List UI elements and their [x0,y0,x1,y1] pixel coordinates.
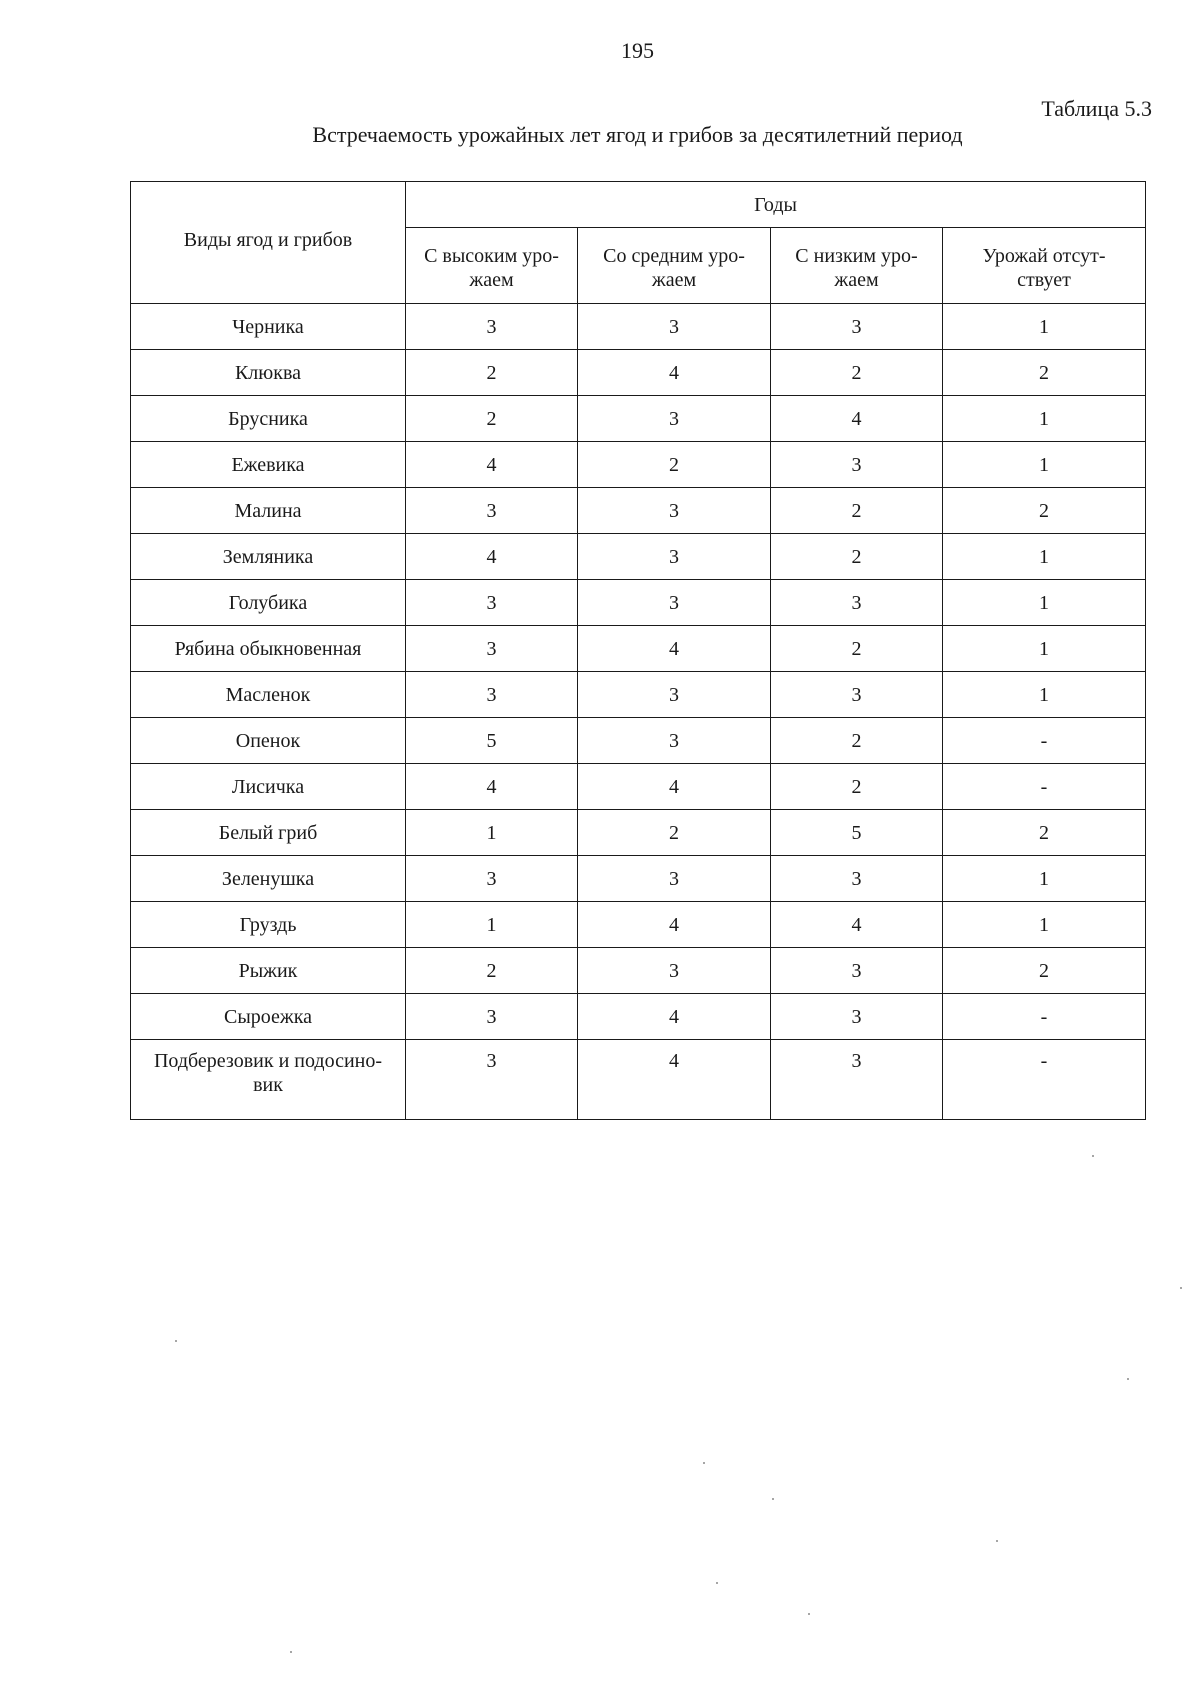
species-name-cell: Лисичка [131,764,406,810]
high-yield-column-header: С высоким уро- жаем [406,228,578,304]
scan-speck [1092,1155,1094,1157]
species-name-cell: Ежевика [131,442,406,488]
no-yield-cell: 1 [943,580,1146,626]
medium-yield-cell: 4 [578,764,771,810]
low-yield-cell: 4 [771,902,943,948]
no-yield-cell: 2 [943,810,1146,856]
scan-speck [175,1340,177,1342]
medium-yield-cell: 3 [578,948,771,994]
header-row-years [131,182,1146,228]
scan-speck [716,1582,718,1584]
low-yield-cell: 3 [771,304,943,350]
medium-yield-cell: 3 [578,304,771,350]
low-yield-cell: 3 [771,948,943,994]
species-name-cell: Опенок [131,718,406,764]
high-yield-cell: 2 [406,948,578,994]
medium-yield-cell: 4 [578,902,771,948]
table-row [131,626,1146,672]
high-yield-cell: 3 [406,580,578,626]
table-row [131,672,1146,718]
no-yield-cell: - [943,994,1146,1040]
medium-yield-cell: 3 [578,534,771,580]
table-row [131,718,1146,764]
scan-speck [1180,1287,1182,1289]
low-yield-cell: 2 [771,718,943,764]
medium-yield-cell: 4 [578,626,771,672]
table-body [131,304,1146,1120]
low-yield-cell: 3 [771,442,943,488]
high-yield-cell: 1 [406,902,578,948]
no-yield-cell: 1 [943,626,1146,672]
species-name-cell: Рябина обыкновенная [131,626,406,672]
years-column-header: Годы [406,182,1146,228]
species-name-cell: Белый гриб [131,810,406,856]
scan-speck [290,1651,292,1653]
scan-speck [772,1498,774,1500]
medium-yield-column-header: Со средним уро- жаем [578,228,771,304]
high-yield-cell: 3 [406,994,578,1040]
no-yield-cell: - [943,764,1146,810]
low-yield-cell: 3 [771,994,943,1040]
species-name-cell: Сыроежка [131,994,406,1040]
scan-speck [808,1613,810,1615]
medium-yield-cell: 3 [578,488,771,534]
table-row [131,442,1146,488]
medium-yield-cell: 3 [578,718,771,764]
low-yield-cell: 3 [771,672,943,718]
no-yield-cell: 2 [943,350,1146,396]
table-row [131,1040,1146,1120]
high-yield-cell: 1 [406,810,578,856]
medium-yield-cell: 2 [578,442,771,488]
medium-yield-cell: 3 [578,396,771,442]
no-yield-cell: 2 [943,488,1146,534]
medium-yield-cell: 3 [578,672,771,718]
table-row [131,396,1146,442]
no-yield-column-header: Урожай отсут- ствует [943,228,1146,304]
table-row [131,350,1146,396]
species-name-cell: Малина [131,488,406,534]
species-name-cell: Клюква [131,350,406,396]
low-yield-cell: 3 [771,856,943,902]
scan-speck [996,1540,998,1542]
species-name-cell: Земляника [131,534,406,580]
low-yield-cell: 2 [771,764,943,810]
species-name-cell: Рыжик [131,948,406,994]
table-label: Таблица 5.3 [1041,96,1152,121]
crop-yield-table [130,181,1146,1120]
high-yield-cell: 2 [406,350,578,396]
high-yield-cell: 5 [406,718,578,764]
species-name-cell: Груздь [131,902,406,948]
no-yield-cell: 1 [943,442,1146,488]
species-name-cell: Брусника [131,396,406,442]
low-yield-column-header: С низким уро- жаем [771,228,943,304]
table-row [131,488,1146,534]
medium-yield-cell: 4 [578,350,771,396]
table-row [131,534,1146,580]
species-name-cell: Черника [131,304,406,350]
species-name-cell: Голубика [131,580,406,626]
species-column-header: Виды ягод и грибов [131,182,406,304]
low-yield-cell: 3 [771,580,943,626]
species-name-cell: Зеленушка [131,856,406,902]
page-number: 195 [621,38,654,63]
low-yield-cell: 2 [771,534,943,580]
high-yield-cell: 4 [406,534,578,580]
medium-yield-cell: 4 [578,994,771,1040]
low-yield-cell: 5 [771,810,943,856]
high-yield-cell: 4 [406,442,578,488]
table-row [131,810,1146,856]
no-yield-cell: 1 [943,672,1146,718]
table-row [131,580,1146,626]
species-name-cell: Масленок [131,672,406,718]
table-row [131,902,1146,948]
medium-yield-cell: 3 [578,580,771,626]
high-yield-cell: 3 [406,856,578,902]
scan-speck [1127,1378,1129,1380]
table-row [131,994,1146,1040]
medium-yield-cell: 3 [578,856,771,902]
table-header [131,182,1146,304]
low-yield-cell: 2 [771,350,943,396]
high-yield-cell: 3 [406,626,578,672]
low-yield-cell: 4 [771,396,943,442]
high-yield-cell: 3 [406,488,578,534]
table-row [131,764,1146,810]
no-yield-cell: - [943,1040,1146,1120]
high-yield-cell: 3 [406,304,578,350]
high-yield-cell: 3 [406,672,578,718]
scan-speck [703,1462,705,1464]
high-yield-cell: 2 [406,396,578,442]
table-row [131,856,1146,902]
high-yield-cell: 4 [406,764,578,810]
low-yield-cell: 2 [771,626,943,672]
low-yield-cell: 2 [771,488,943,534]
no-yield-cell: 2 [943,948,1146,994]
low-yield-cell: 3 [771,1040,943,1120]
no-yield-cell: - [943,718,1146,764]
medium-yield-cell: 2 [578,810,771,856]
table-title: Встречаемость урожайных лет ягод и грибов за десятилетний период [312,122,963,147]
no-yield-cell: 1 [943,856,1146,902]
no-yield-cell: 1 [943,902,1146,948]
no-yield-cell: 1 [943,304,1146,350]
table-row [131,948,1146,994]
no-yield-cell: 1 [943,534,1146,580]
no-yield-cell: 1 [943,396,1146,442]
medium-yield-cell: 4 [578,1040,771,1120]
table-row [131,304,1146,350]
species-name-cell: Подберезовик и подосино- вик [131,1040,406,1120]
high-yield-cell: 3 [406,1040,578,1120]
